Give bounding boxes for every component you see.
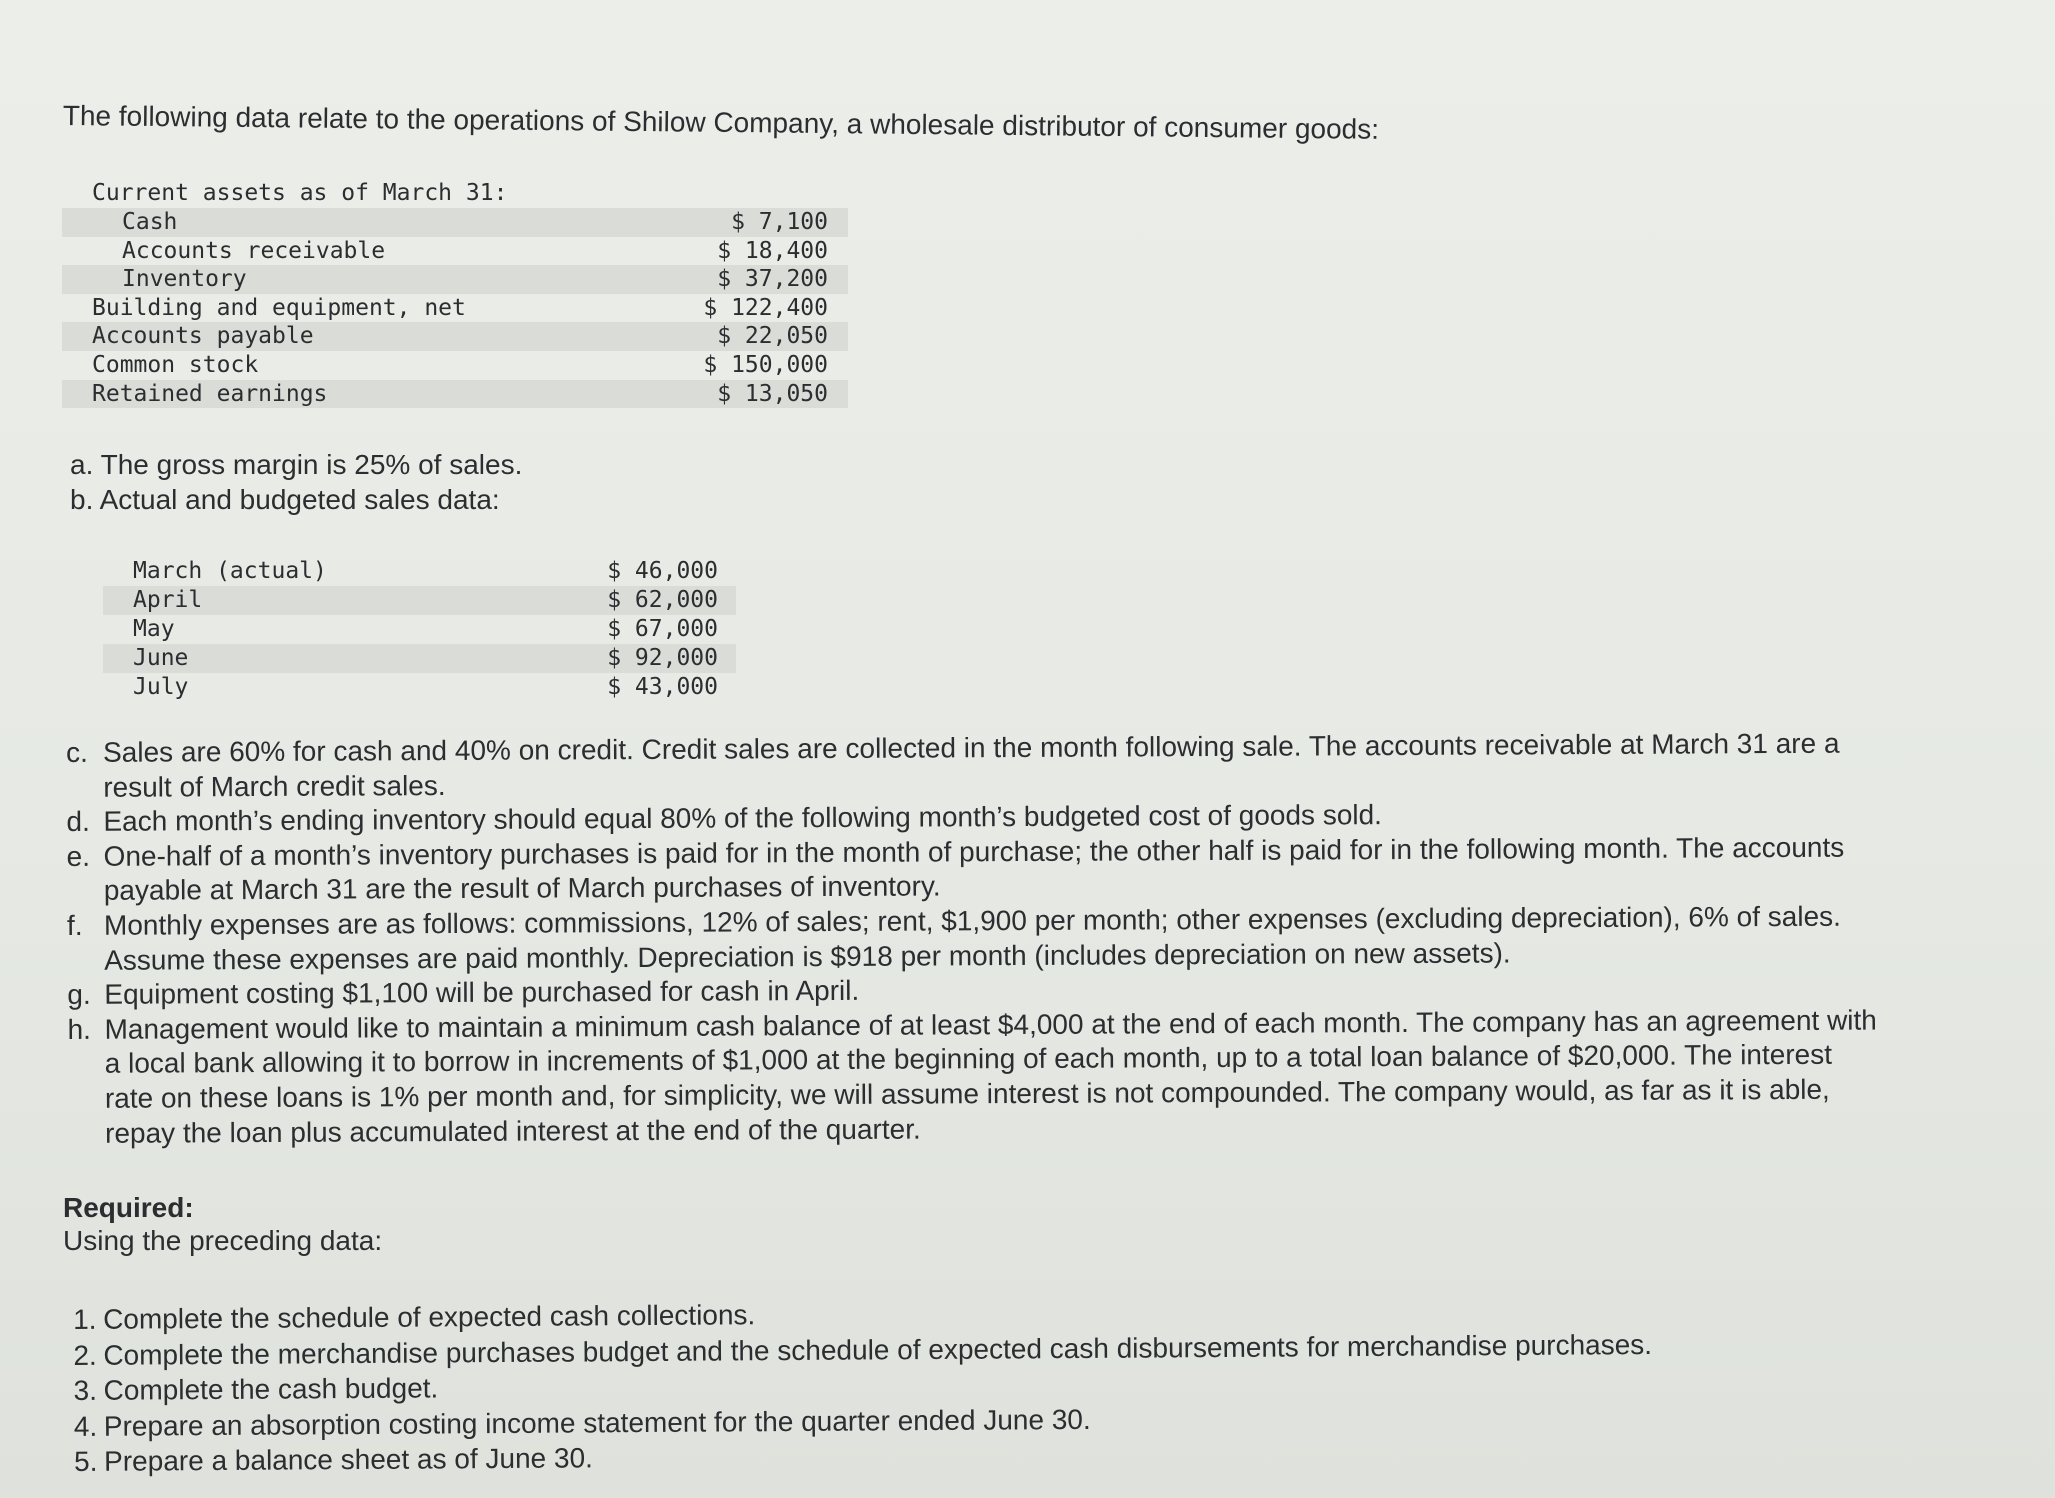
task-number: 3. — [73, 1374, 98, 1406]
note-text: Each month’s ending inventory should equal 80% of the following month’s budgeted cost of goods sold. — [103, 799, 1382, 837]
table-row — [62, 265, 848, 294]
table-row — [62, 237, 848, 266]
task-number: 2. — [73, 1339, 97, 1371]
row-value: $ 13,050 — [717, 380, 828, 407]
note-letter: e. — [66, 840, 91, 872]
current-assets-heading: Current assets as of March 31: — [92, 180, 508, 206]
task-text: Complete the cash budget. — [103, 1372, 439, 1406]
note-letter: f. — [66, 909, 83, 941]
row-value: $ 18,400 — [717, 237, 828, 264]
note-c — [66, 727, 1876, 806]
row-label: Retained earnings — [92, 380, 328, 407]
month-label: April — [133, 587, 203, 613]
table-row — [62, 322, 848, 351]
month-label: July — [133, 674, 189, 700]
note-f — [67, 899, 1877, 978]
note-letter: h. — [67, 1013, 91, 1045]
table-row — [103, 586, 736, 615]
row-label: Inventory — [122, 266, 247, 293]
table-row — [62, 208, 848, 237]
task-text: Prepare a balance sheet as of June 30. — [104, 1442, 594, 1477]
row-value: $ 150,000 — [703, 351, 828, 378]
sales-amount: $ 46,000 — [607, 558, 718, 584]
note-text: Sales are 60% for cash and 40% on credit. Credit sales are collected in the month following sale. The accounts receivable at March 31 are a result of March credit sales. — [103, 727, 1840, 803]
row-label: Accounts payable — [92, 323, 314, 350]
note-letter: c. — [66, 736, 88, 768]
note-h — [67, 1003, 1878, 1151]
note-text: One-half of a month’s inventory purchases is paid for in the month of purchase; the other half is paid for in the following month. The accounts payable at March 31 are the result of March purchases of inventory. — [103, 831, 1845, 907]
row-value: $ 37,200 — [717, 266, 828, 293]
intro-paragraph: The following data relate to the operations of Shilow Company, a wholesale distributor of consumer goods: — [62, 100, 1380, 145]
required-heading: Required: — [63, 1192, 194, 1223]
assumption-notes — [66, 727, 1878, 1152]
sales-amount: $ 67,000 — [607, 616, 718, 642]
note-b: b. Actual and budgeted sales data: — [70, 484, 500, 515]
row-label: Cash — [122, 209, 178, 235]
table-row — [62, 294, 848, 323]
sales-amount: $ 62,000 — [607, 587, 718, 613]
table-row — [103, 673, 736, 702]
table-row — [103, 615, 736, 644]
row-value: $ 7,100 — [731, 209, 828, 235]
task-text: Complete the schedule of expected cash collections. — [103, 1299, 756, 1335]
table-row — [62, 380, 848, 409]
task-text: Complete the merchandise purchases budget and the schedule of expected cash disbursements for merchandise purchases. — [103, 1328, 1653, 1371]
required-tasks-list — [73, 1291, 1653, 1480]
table-row — [103, 644, 736, 673]
task-text: Prepare an absorption costing income statement for the quarter ended June 30. — [103, 1403, 1091, 1442]
month-label: March (actual) — [133, 558, 327, 584]
note-text: Monthly expenses are as follows: commissions, 12% of sales; rent, $1,900 per month; other expenses (excluding depreciation), 6% of sales. Assume these expenses are paid monthly. Depreciation is $918 per month (includes depreciation on new assets). — [103, 900, 1841, 976]
note-a: a. The gross margin is 25% of sales. — [70, 449, 523, 480]
note-e — [67, 830, 1877, 909]
note-text: Management would like to maintain a minimum cash balance of at least $4,000 at the end of each month. The company has an agreement with a local bank allowing it to borrow in increments of $1,000 at the beginning of each month, up to a total loan balance of $20,000. The interest rate on these loans is 1% per month and, for simplicity, we will assume interest is not compounded. The company would, as far as it is able, repay the loan plus accumulated interest at the end of the quarter. — [104, 1004, 1877, 1149]
row-label: Building and equipment, net — [92, 294, 466, 321]
row-value: $ 122,400 — [703, 294, 828, 321]
month-label: June — [133, 645, 189, 671]
note-letter: d. — [66, 806, 90, 838]
sales-data-table — [103, 557, 736, 702]
table-row — [62, 351, 848, 380]
current-assets-table — [62, 178, 848, 408]
task-number: 5. — [74, 1445, 98, 1477]
note-letter: g. — [67, 979, 91, 1011]
month-label: May — [133, 616, 175, 642]
row-value: $ 22,050 — [717, 323, 828, 350]
task-number: 1. — [73, 1303, 97, 1335]
row-label: Accounts receivable — [122, 237, 386, 264]
sales-amount: $ 92,000 — [607, 645, 718, 671]
row-label: Common stock — [92, 351, 259, 378]
table-row — [103, 557, 736, 586]
note-text: Equipment costing $1,100 will be purchased for cash in April. — [104, 975, 860, 1010]
task-number: 4. — [73, 1410, 98, 1442]
using-text: Using the preceding data: — [63, 1225, 383, 1256]
sales-amount: $ 43,000 — [607, 674, 718, 700]
